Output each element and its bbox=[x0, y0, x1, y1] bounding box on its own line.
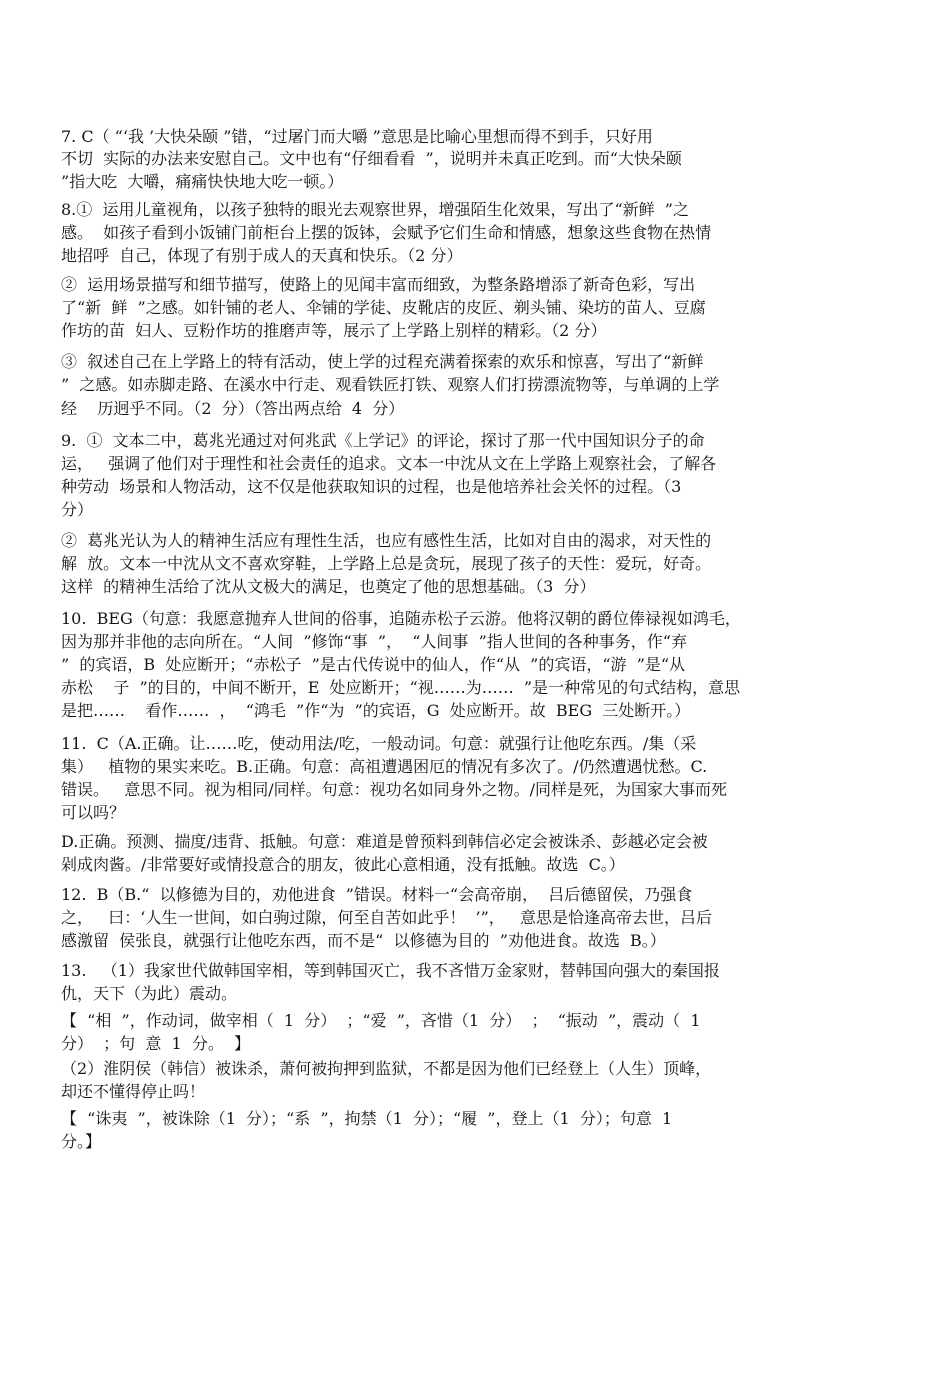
text-line: 【 “诛夷 ”，被诛除（1 分）；“系 ”，拘禁（1 分）；“履 ”，登上（1 分）；句意 1 bbox=[61, 1109, 673, 1128]
text-line: （2）淮阴侯（韩信）被诛杀，萧何被拘押到监狱，不都是因为他们已经登上（人生）顶峰， bbox=[61, 1059, 712, 1078]
text-line: 剁成肉酱。/非常要好或情投意合的朋友，彼此心意相通，没有抵触。故选 C。） bbox=[61, 855, 625, 874]
text-line: 是把…… 看作…… ， “鸿毛 ”作“为 ”的宾语，G 处应断开。故 BEG 三处断开。） bbox=[61, 701, 691, 720]
text-line: 分。】 bbox=[61, 1132, 102, 1151]
text-line: 分） ；句 意 1 分。 】 bbox=[61, 1034, 251, 1053]
text-line: 感。 如孩子看到小饭铺门前柜台上摆的饭钵，会赋予它们生命和情感，想象这些食物在热情 bbox=[61, 223, 712, 242]
text-line: 地招呼 自己，体现了有别于成人的天真和快乐。（2 分） bbox=[61, 246, 463, 265]
text-line: 12. B（B.“ 以修德为目的，劝他进食 ”错误。材料一“会高帝崩， 吕后德留侯，乃强食 bbox=[61, 885, 693, 904]
text-line: 8.① 运用儿童视角，以孩子独特的眼光去观察世界，增强陌生化效果，写出了“新鲜 ”之 bbox=[61, 200, 689, 219]
text-line: 感激留 侯张良，就强行让他吃东西，而不是“ 以修德为目的 ”劝他进食。故选 B。） bbox=[61, 931, 666, 950]
text-line: 仇，天下（为此）震动。 bbox=[61, 984, 238, 1003]
text-line: ”指大吃 大嚼，痛痛快快地大吃一顿。） bbox=[61, 172, 344, 191]
text-line: 种劳动 场景和人物活动，这不仅是他获取知识的过程，也是他培养社会关怀的过程。（3 bbox=[61, 477, 682, 496]
text-line: 赤松 子 ”的目的，中间不断开，E 处应断开；“视……为…… ”是一种常见的句式结构，意思 bbox=[61, 678, 741, 697]
text-line: 11. C（A.正确。让……吃，使动用法/吃，一般动词。句意：就强行让他吃东西。/集（采 bbox=[61, 734, 697, 753]
text-line: D.正确。预测、揣度/违背、抵触。句意：难道是曾预料到韩信必定会被诛杀、彭越必定会被 bbox=[61, 832, 708, 851]
text-line: 因为那并非他的志向所在。“人间 ”修饰“事 ”， “人间事 ”指人世间的各种事务，作“弃 bbox=[61, 632, 687, 651]
text-line: 分） bbox=[61, 500, 94, 519]
text-line: 之， 曰：‘人生一世间，如白驹过隙，何至自苦如此乎！ ’”， 意思是恰逢高帝去世，吕后 bbox=[61, 908, 713, 927]
text-line: ” 的宾语，B 处应断开；“赤松子 ”是古代传说中的仙人，作“从 ”的宾语，“游 ”是“从 bbox=[61, 655, 686, 674]
text-line: 可以吗？ bbox=[61, 803, 126, 822]
text-line: 不切 实际的办法来安慰自己。文中也有“仔细看看 ”，说明并未真正吃到。而“大快朵颐 bbox=[61, 149, 682, 168]
text-line: 9. ① 文本二中，葛兆光通过对何兆武《上学记》的评论，探讨了那一代中国知识分子的命 bbox=[61, 431, 705, 450]
text-line: 这样 的精神生活给了沈从文极大的满足，也奠定了他的思想基础。（3 分） bbox=[61, 577, 596, 596]
text-line: 集） 植物的果实来吃。B.正确。句意：高祖遭遇困厄的情况有多次了。/仍然遭遇忧愁。C. bbox=[61, 757, 708, 776]
text-line: 13. （1）我家世代做韩国宰相，等到韩国灭亡，我不吝惜万金家财，替韩国向强大的秦国报 bbox=[61, 961, 720, 980]
text-line: 错误。 意思不同。视为相同/同样。句意：视功名如同身外之物。/同样是死，为国家大事而死 bbox=[61, 780, 728, 799]
text-line: 经 历迥乎不同。（2 分）（答出两点给 4 分） bbox=[61, 399, 405, 418]
text-line: 7. C（ “‘我 ’大快朵颐 ”错，“过屠门而大嚼 ”意思是比喻心里想而得不到手，只好用 bbox=[61, 127, 653, 146]
text-line: 解 放。文本一中沈从文不喜欢穿鞋，上学路上总是贪玩，展现了孩子的天性：爱玩，好奇。 bbox=[61, 554, 712, 573]
text-line: 了“新 鲜 ”之感。如针铺的老人、伞铺的学徒、皮靴店的皮匠、剃头铺、染坊的苗人、豆腐 bbox=[61, 298, 706, 317]
text-line: 却还不懂得停止吗！ bbox=[61, 1082, 206, 1101]
text-line: ② 运用场景描写和细节描写，使路上的见闻丰富而细致，为整条路增添了新奇色彩，写出 bbox=[61, 275, 696, 294]
text-line: ” 之感。如赤脚走路、在溪水中行走、观看铁匠打铁、观察人们打捞漂流物等，与单调的上学 bbox=[61, 375, 720, 394]
text-line: 【 “相 ”，作动词，做宰相（ 1 分） ；“爱 ”，吝惜（1 分） ； “振动 ”，震动（ 1 bbox=[61, 1011, 701, 1030]
text-line: ③ 叙述自己在上学路上的特有活动，使上学的过程充满着探索的欢乐和惊喜，写出了“新鲜 bbox=[61, 352, 704, 371]
text-line: 运， 强调了他们对于理性和社会责任的追求。文本一中沈从文在上学路上观察社会，了解各 bbox=[61, 454, 717, 473]
text-line: ② 葛兆光认为人的精神生活应有理性生活，也应有感性生活，比如对自由的渴求，对天性的 bbox=[61, 531, 712, 550]
text-line: 10. BEG（句意：我愿意抛弃人世间的俗事，追随赤松子云游。他将汉朝的爵位俸禄视如鸿毛， bbox=[61, 609, 741, 628]
text-line: 作坊的苗 妇人、豆粉作坊的推磨声等，展示了上学路上别样的精彩。（2 分） bbox=[61, 321, 607, 340]
